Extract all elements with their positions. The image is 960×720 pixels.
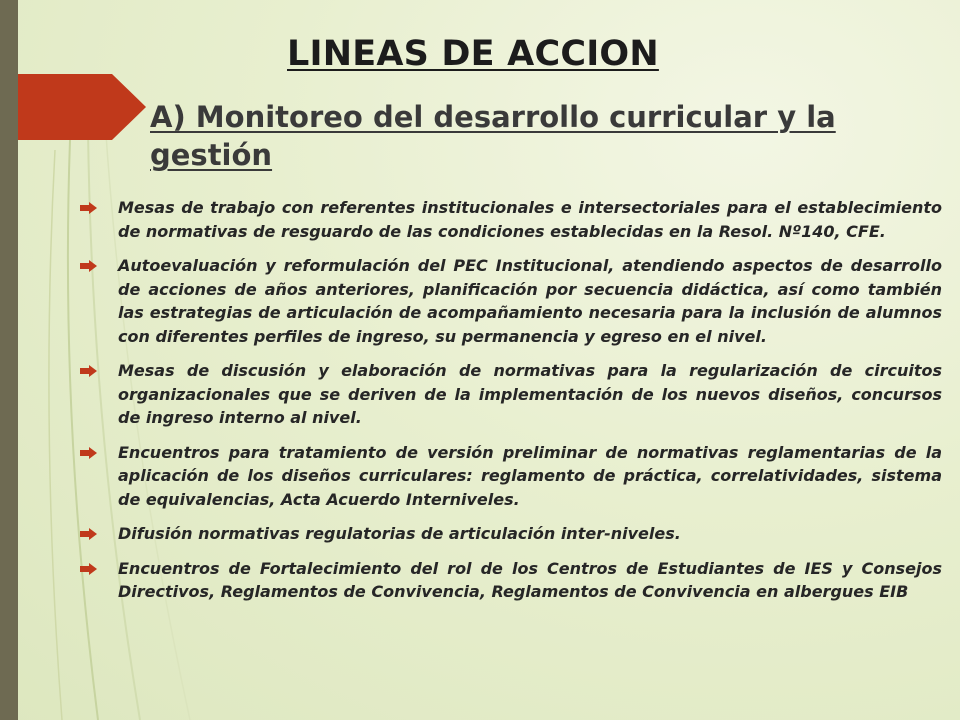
bullet-text: Difusión normativas regulatorias de articulación inter-niveles. [118, 524, 681, 543]
right-arrow-icon [80, 528, 97, 540]
bullet-list [80, 196, 942, 615]
list-item [80, 441, 942, 512]
right-arrow-icon [80, 447, 97, 459]
slide-title: LINEAS DE ACCION [287, 34, 659, 74]
list-item [80, 557, 942, 604]
bullet-text: Mesas de discusión y elaboración de normativas para la regularización de circuitos organizacionales que se deriven de la implementación de los nuevos diseños, concursos de ingreso interno al nivel. [118, 361, 942, 427]
red-arrow-tab [0, 74, 148, 140]
list-item [80, 196, 942, 243]
bullet-text: Encuentros para tratamiento de versión preliminar de normativas reglamentarias de la aplicación de los diseños curriculares: reglamento de práctica, correlatividades, sistema de equivalencias, Acta Acuerdo Interniveles. [118, 442, 942, 509]
right-arrow-icon [80, 202, 97, 214]
bullet-text: Encuentros de Fortalecimiento del rol de los Centros de Estudiantes de IES y Consejos Directivos, Reglamentos de Convivencia, Reglamentos de Convivencia en albergues EIB [118, 558, 942, 601]
list-item [80, 522, 942, 546]
bullet-text: Mesas de trabajo con referentes institucionales e intersectoriales para el establecimiento de normativas de resguardo de las condiciones establecidas en la Resol. Nº140, CFE. [118, 198, 942, 241]
slide-subtitle: A) Monitoreo del desarrollo curricular y la gestión [150, 100, 836, 172]
bullet-text: Autoevaluación y reformulación del PEC Institucional, atendiendo aspectos de desarrollo de acciones de años anteriores, planificación por secuencia didáctica, así como también las estrategias de articulación de acompañamiento necesaria para la inclusión de alumnos con diferentes perfiles de ingreso, su permanencia y egreso en el nivel. [118, 256, 942, 346]
list-item [80, 359, 942, 430]
list-item [80, 254, 942, 348]
right-arrow-icon [80, 365, 97, 377]
right-arrow-icon [80, 563, 97, 575]
right-arrow-icon [80, 260, 97, 272]
